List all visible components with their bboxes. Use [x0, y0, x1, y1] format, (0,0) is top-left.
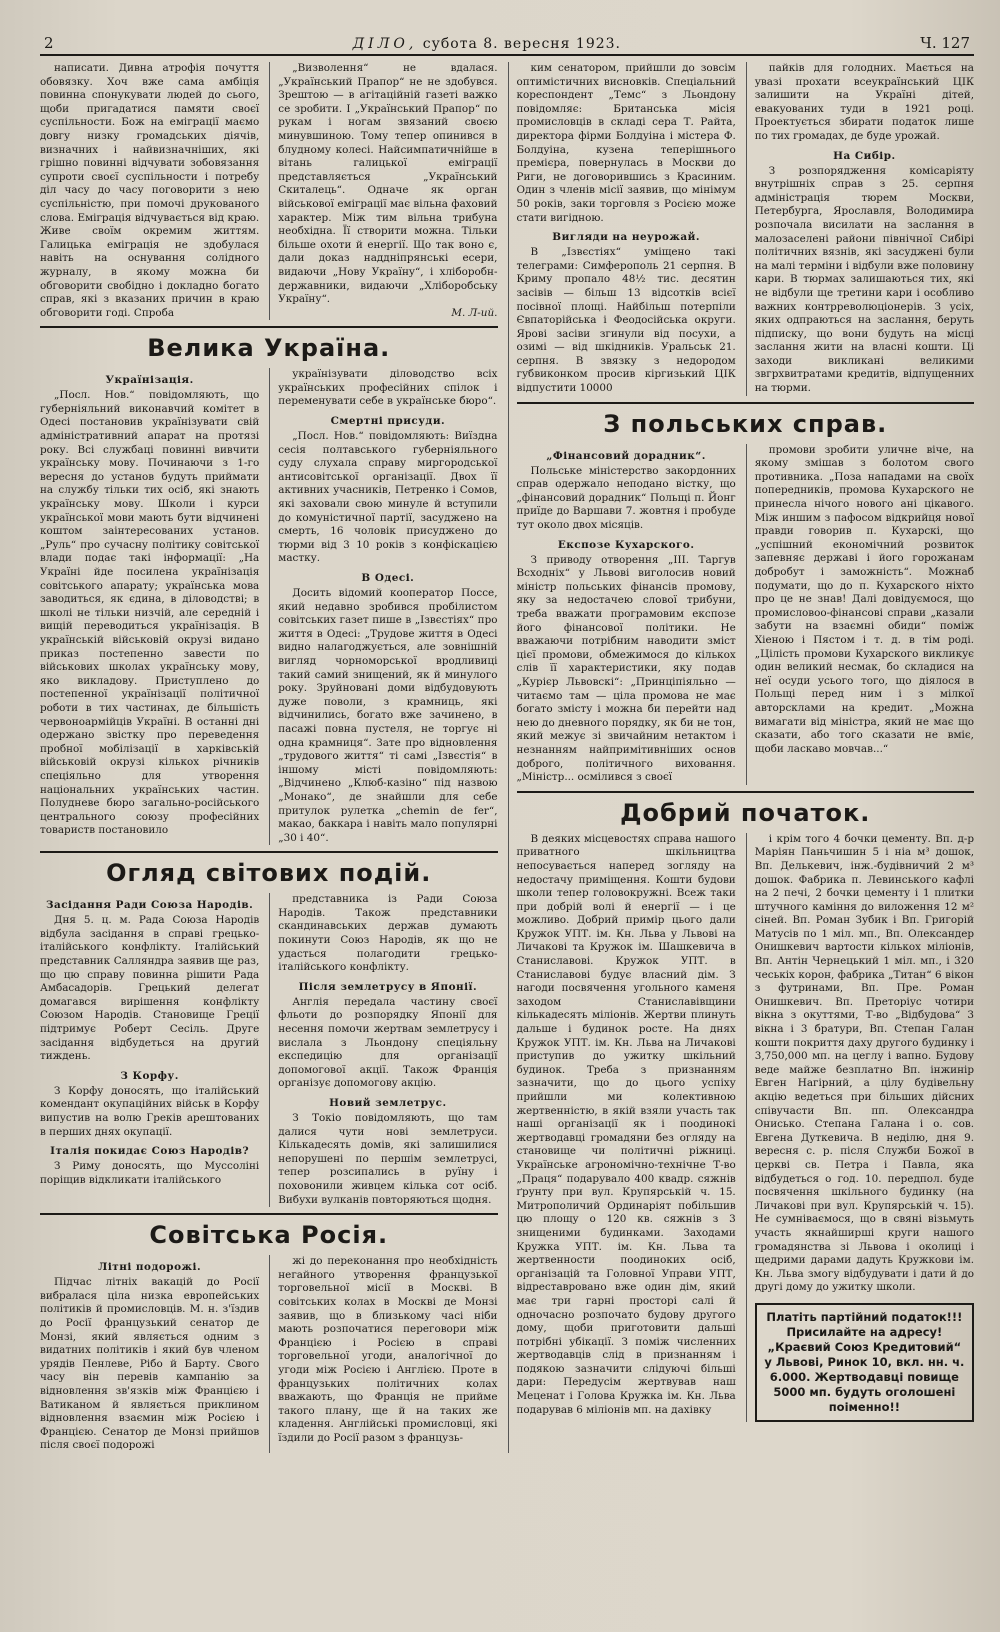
subheading: Українізація. [105, 374, 194, 387]
article-text: представника із Ради Союза Народів. Також представники скандинавських держав думають покинути Союз Народів, як що не удасться полагодити грецько-італійського конфлікту. [278, 893, 498, 974]
newspaper-title: ДІЛО, [352, 36, 418, 52]
subheading: Новий землетрус. [329, 1097, 447, 1109]
sovietska-section [40, 1255, 498, 1453]
article-text: В деяких місцевостях справа нашого приватного шкільництва непосувається наперед зогляду на недостачу приміщення. Кошти будови школи тепер головокружні. Всеж таки при добрій волі й енергії — і це можливо. Добрий примір цього дали Кружок УПТ. ім. Кн. Льва у Львові на Личакові та Кружок ім. Шашкевича в Станиславові. Кружок УПТ. в Станиславові будує власний дім. З нагоди посвячення угольного каменя заходом Станиславівщини кількадесять міліонів. Жертви плинуть дальше і будинок росте. На днях Кружок УПТ. ім. Кн. Льва на Личакові приступив до ужитку шкільний будинок. Треба з признанням зазначити, що до цього успіху прийшли ми колективною жертвенністю, в якій взяли участь так наші організації як і поодинокі жертводавці громадяни без огляду на становище чи політичні ріжниці. Українське агрономічно-технічне Т-во „Праця“ подарувало 400 квадр. сяжнів ґрунту при вул. Крупярській ч. 15. Митрополичий Ординаріят побільшив цю площу о 120 кв. сяжнів з 3 знищеними будинками. Заходами Кружка УПТ. ім. Кн. Льва та жертвенности поодиноких осіб, організацій та Головної Управи УПТ, відреставровано вже один дім, який має три гарні просторі салі й одночасно розпочато будову другого дому, щоби приготовити дальші потрібні убікації. З поміж численних жертводавців слід в признанням і подякою зазначити слідуючі більші дари: Передусім жертвував наш Меценат і Голова Кружка ім. Кн. Льва подарував 6 міліонів мп. на дахівку [516, 832, 736, 1416]
masthead-center [353, 36, 621, 52]
article-text: „Посл. Нов.“ повідомляють: Виїздна сесія полтавського губерніяльного суду слухала справу миргородської антисовітської організації. Двох її активних учасників, Петренко і Сомов, які заховали свою минуле й вступили до комуністичної партії, засуджено на смерть, 16 чоловік присуджено до тюрми від 3 10 років з конфіскацією мастку. [278, 430, 498, 565]
section-divider [40, 1213, 498, 1215]
velyka-ukraina-section [40, 368, 498, 845]
subheading: На Сибір. [833, 149, 896, 162]
article-text: Досить відомий кооператор Поссе, який недавно зробився пробілистом совітських газет пише в „Ізвєстіях“ про життя в Одесі: „Трудове життя в Одесі видно налагоджується, але зовнішній вигляд чорноморської вродливиці такий самий знищений, як й минулого року. Зруйновані доми відбудовують дуже поволи, з крамниць, які відчинились, богато вже зачинено, в пасажі повна пустеля, не торгує ні одна крамниця“. Зате про відновлення „трудового життя“ ті самі „Ізвєстія“ в іншому місті повідомляють: „Відчинено „Клюб-казіно“ під назвою „Монако“, де знайшли для себе притулок рулетка „chemin de fer“, макао, баккара і навіть мало популярні „30 і 40“. [278, 587, 498, 844]
subheading: З Корфу. [120, 1069, 179, 1082]
article-text: і крім того 4 бочки цементу. Вп. д-р Маріян Паньчишин 5 і ніа м³ дошок, Вп. Делькевич, інж.-будівничий 2 м³ дошок. Фабрика п. Левинського кафлі на 2 печі, 2 бочки цементу і 1 плитки штучного каміння до виложення 12 м² сіней. Вп. Роман Зубик і Вп. Григорій Матусів по 1 міл. мп., Вп. Олександер Онишкевич вартости кількох міліонів, Вп. Антін Чернецький 1 міл. мп., і 320 чеськіх корон, фабрика „Титан“ 6 вікон з футринами, Вп. Пре. Роман Онишкевич. Вп. Преторіус чотири вікна з окуттями, Т-во „Відбудова“ 3 вікна і 3 братури, Вп. Степан Галан кошти покриття даху другого будинку і 3,750,000 мп. на цеглу і вапно. Будову веде майже безплатно Вп. інжинір Евген Нагірний, а цілу будівельну акцію ведеться при більших дійсних співучасти Вп. пп. Олександра Онисько. Степана Галана і о. сов. Евгена Дуткевича. В неділю, дня 9. вересня с. р. після Служби Божої в церкві св. Петра і Павла, яка відбудеться о год. 10. передпол. буде посвячення шкільного будинку (на Личакові при вул. Крупярській ч. 15). Не сумніваємося, що в свяні візьмуть участь якнайширші круги нашого громадянства зі Львова і околиці і щедрими дарами дадуть Кружкови ім. Кн. Льва змогу відбудувати і дати й до другі дому до ужитку школи. [754, 832, 974, 1294]
article-continuation-text: пайків для голодних. Мається на увазі прохати всеукраїнський ЦІК залишити на Україні дітей, евакуованих туди в 1921 році. Проектується збирати податок лише по тих громадах, де буде урожай. [754, 62, 974, 142]
section-divider [40, 851, 498, 853]
article-continuation-text: „Визволення“ не вдалася. „Український Прапор“ не не здобувся. Зрештою — в агітаційній газеті важко се зробити. І „Український Прапор“ по рукам і ногам звязаний своєю минувшиною. Тому тепер опинився в блудному колесі. Найсимпатичнійше в вітань галицької еміграції представляється „Український Скиталець“. Одначе як орган військової еміграції має вільна фаховий характер. Між тим вільна трибуна необхідна. Її створити можна. Тільки більше охоти й енергії. Що так воно є, дали доказ наддніпрянські есери, видаючи „Нову Україну“, і хліборобн-державники, видаючи „Хліборобську Україну“. [278, 62, 498, 306]
issue-number: Ч. 127 [920, 34, 970, 52]
article-text: З Риму доносять, що Муссоліні поріщив відкликати італійського [40, 1160, 260, 1186]
section-divider [517, 402, 975, 404]
party-tax-notice: Платіть партійний податок!!! Присилайте на адресу! „Краєвий Союз Кредитовий“ у Львові, Ринок 10, вкл. нн. ч. 6.000. Жертводавці повище 5000 мп. будуть оголошені поіменно!! [755, 1303, 974, 1422]
subheading: Вигляди на неурожай. [552, 231, 700, 244]
author-signature: М. Л-ий. [451, 306, 498, 319]
subheading: Італія покидає Союз Народів? [50, 1145, 250, 1158]
dobryi-section [517, 833, 975, 1422]
section-divider [517, 791, 975, 793]
section-headline: Огляд світових подій. [106, 859, 432, 888]
subheading: Літні подорожі. [98, 1261, 202, 1274]
subheading: Після землетрусу в Японії. [298, 980, 478, 993]
subheading: Експозе Кухарского. [557, 538, 695, 551]
article-text: В „Ізвєстіях“ уміщено такі телеграми: Симферополь 21 серпня. В Криму пропало 48½ тис. десятин засівів — більш 13 відсотків всієї посівної площі. Найбільш потерпіли Євпаторійська і Феодосійська округи. Ярові засіви згинули від посухи, а озимі — від шкідників. Уральськ 21. серпня. В звязку з недородом губвиконком просив кіргизький ЦІК відпустити 10000 [516, 246, 736, 395]
page-number: 2 [44, 34, 54, 52]
left-half [40, 62, 498, 1453]
subheading: Смертні присуди. [330, 415, 446, 428]
section-headline: Велика Україна. [147, 334, 391, 363]
issue-date: субота 8. вересня 1923. [422, 36, 621, 52]
article-text: З розпорядження комісаріяту внутрішніх справ з 25. серпня адміністрація тюрем Москви, Петербурга, Ярославля, Володимира розпочала висилати на заслання в малозаселені райони північної Сибірі політичних вязнів, які засуджені були на малі терміни і відбули вже половину кари. В тюрмах залишаються тих, які не відбули ще третини кари і особливо важних контрреволюціонерів. З усіх, яких одпраються на заслання, беруть підписку, що вони будуть на місці заслання жити на власні кошти. Ці заходи викликані великими звгрхвитратами кредитів, відпущенних на тюрми. [754, 164, 974, 395]
ohlyad-section [40, 893, 498, 1207]
article-text: Польське міністерство закордонних справ одержало неподано вістку, що „фінансовий дорадник“ Польщі п. Йонг приїде до Варшави 7. жовтня і пробуде тут около двох місяців. [516, 464, 736, 532]
article-text: З Корфу доносять, що італійський комендант окупаційних військ в Корфу випустив на волю Греків арештованих в перших днях окупації. [40, 1084, 260, 1138]
subheading: Засідання Ради Союза Народів. [46, 899, 254, 912]
article-text: З Токіо повідомляють, що там далися чути нові землетруси. Кількадесять домів, які залишилися непорушені по першім землетрусі, тепер розсипались в руїну і поховонили живцем кілька сот осіб. Вибухи вулканів повторяються щодня. [278, 1112, 498, 1206]
section-headline: Совітська Росія. [149, 1221, 389, 1250]
section-headline: З польських справ. [603, 409, 888, 438]
article-text: З приводу отворення „III. Таргув Всходніх“ у Львові виголосив новий міністр польських фінансів промову, яку за недостачею слової трибуни, треба вважати програмовим експозе його фінансової політики. Не вважаючи потрібним наводити зміст цієї промови, обмежимося до кількох слів її характеристики, яку подав „Курієр Львовскі“: „Принціпіяльно — читаємо там — ціла промова не має богато змісту і можна би перейти над нею до дневного порядку, як би не тон, який межує зі звичайним нетактом і незнанням найпримітивніших основ доброго, політичного виховання. „Міністр... осмілився з своєї [516, 553, 736, 784]
subheading: „Фінансовий дорадник“. [546, 449, 706, 462]
article-continuation-text: написати. Дивна атрофія почуття обовязку. Хоч вже сама амбіція повинна спонукувати людей до сього, щоби пригадатися памяти своєї суспільности. Бож на еміграції маємо довгу низку громадських діячів, визначних і найвизначніших, які грішно повинні відчувати зобовязання супроти своєї суспільности і потребу діл часу до часу поговорити з нею суспільністю, при помочі друкованого слова. Еміграція відчувається від краю. Живе своїм окремим життям. Галицька еміграція не здобулася навіть на оснування солідного журналу, в якому можна би обговорити свобідно і докладно богато справ, які з вказаних причин в краю обговорити годі. Спроба [40, 62, 260, 319]
top-right-article [517, 62, 975, 396]
right-half [508, 62, 975, 1453]
polsk-section [517, 444, 975, 785]
article-text: жі до переконання про необхідність негайного утворення французької торговельної місії в Москві. В совітських колах в Москві де Монзі заявив, що в близькому часі ніби мають розпочатися переговори між Францією і Росією в справі торговельної угоди, аналогічної до угоди між Росією і Англією. Проте в французьких політичних колах вважають, що Франція не прийме такого плану, ще й на таких же кладення. Англійські промисловці, які їздили до Росії разом з французь- [278, 1255, 498, 1444]
article-text: українізувати діловодство всіх українських професійних спілок і переменувати себе в українське бюро“. [278, 368, 498, 408]
article-text: „Посл. Нов.“ повідомляють, що губерніяльний виконавчий комітет в Одесі постановив українізувати свій адміністративний апарат на протязі року. Всі службаці повинні вивчити українську мову. Починаючи з 1-го вересня до установ будуть приймати на службу тільки тих осіб, які знають українську мову. Школи і курси української мови мають бути відчинені коштом заінтересованих установ. „Руль“ про сучасну політику совітської влади подає такі інформації: „На Україні йде посилена українізація совітського апарату; українська мова заводиться, як єдина, в діловодстві; в школі не тільки низчій, але середній і вищій переводиться українізація. В українській військовій окрузі видано приказ постепенно завести по військових школах українську мову, яко викладову. Приступлено до постепенної українізації політичної роботи в тих частинах, де більшість червоноармійців Україні. В останні дні одержано звістку про переведення пробної мобілізації в харківській військовій окрузі кількох річників спеціяльно для утворення національних українських частин. Полудневе бюро загально-російського центрального союзу професійних товариств постановило [40, 389, 260, 837]
masthead [40, 34, 974, 56]
top-left-article [40, 62, 498, 320]
article-text: Англія передала частину своєї фльоти до розпорядку Японії для несення помочи жертвам землетрусу і вислала з Льондону спеціяльну експедицію для організації допомогової акції. Також Франція організує допомогову акцію. [278, 995, 498, 1090]
subheading: В Одесі. [361, 572, 415, 584]
article-text: промови зробити уличне віче, на якому змішав з болотом свого противника. „Поза нападами на своїх попередників, промова Кухарского не принесла нічого нового ані цікавого. Між иншим з пафосом відкрийця нової правди говорив п. Кухарскі, що „успішний економічний розвиток запевняє державі і його горожанам добробут і заможність“. Можнаб подумати, що до п. Кухарского ніхто про це не знав! Далі довідуємося, що промисловоо-фінансові справи „казали забути на взаємні обиди“ поміж Хіеною і Пястом і т. д. в тім роді. „Цілість промови Кухарского викликує один великий несмак, бо складися на неї осуди усього того, що діялося в Польщі перед ним і з мілкої авторсклами на кредит. „Можна вимагати від міністра, який не має що сказати, або того сказати не вміє, щоби ласкаво мовчав...“ [754, 443, 974, 755]
article-continuation-text: ким сенатором, прийшли до зовсім оптимістичних висновків. Спеціальний кореспондент „Темс“ з Льондону повідомляє: Британська місія промисловців в складі сера Т. Райта, директора фірми Болдуіна і містера Ф. Болдуіна, кузена теперішнього премієра, повернулась в Москви до Риги, не договорившись з Красиним. Один з членів місії заявив, що мінімум 50 років, заки торговля з Росією може стати вигідною. [516, 62, 736, 224]
sheet [40, 62, 974, 1453]
section-divider [40, 326, 498, 328]
article-text: Підчас літніх вакацій до Росії вибралася ціла низка европейських політиків й промисловців. М. н. з'їздив до Росії французький сенатор де Монзі, який являється одним з видатних політиків і який був членом урядів Пенлеве, Рібо й Барту. Свого часу він перевів кампанію за відновлення зв'язків між Францією і Ватиканом й являється приклином відновлення взаємин між Росією і Францією. Сенатор де Монзі прийшов після своєї подорожі [40, 1276, 260, 1452]
article-text: Дня 5. ц. м. Рада Союза Народів відбула засідання в справі грецько-італійського конфлікту. Італійський представник Салляндра заявив ще раз, що цю справу повинна рішити Рада Амбасадорів. Грецький делегат домагався вирішення конфлікту Союзом Народів. Становище Греції підтримує Роберт Сесіль. Друге засідання відбудеться на другий тиждень. [40, 914, 260, 1063]
section-headline: Добрий початок. [620, 798, 871, 827]
